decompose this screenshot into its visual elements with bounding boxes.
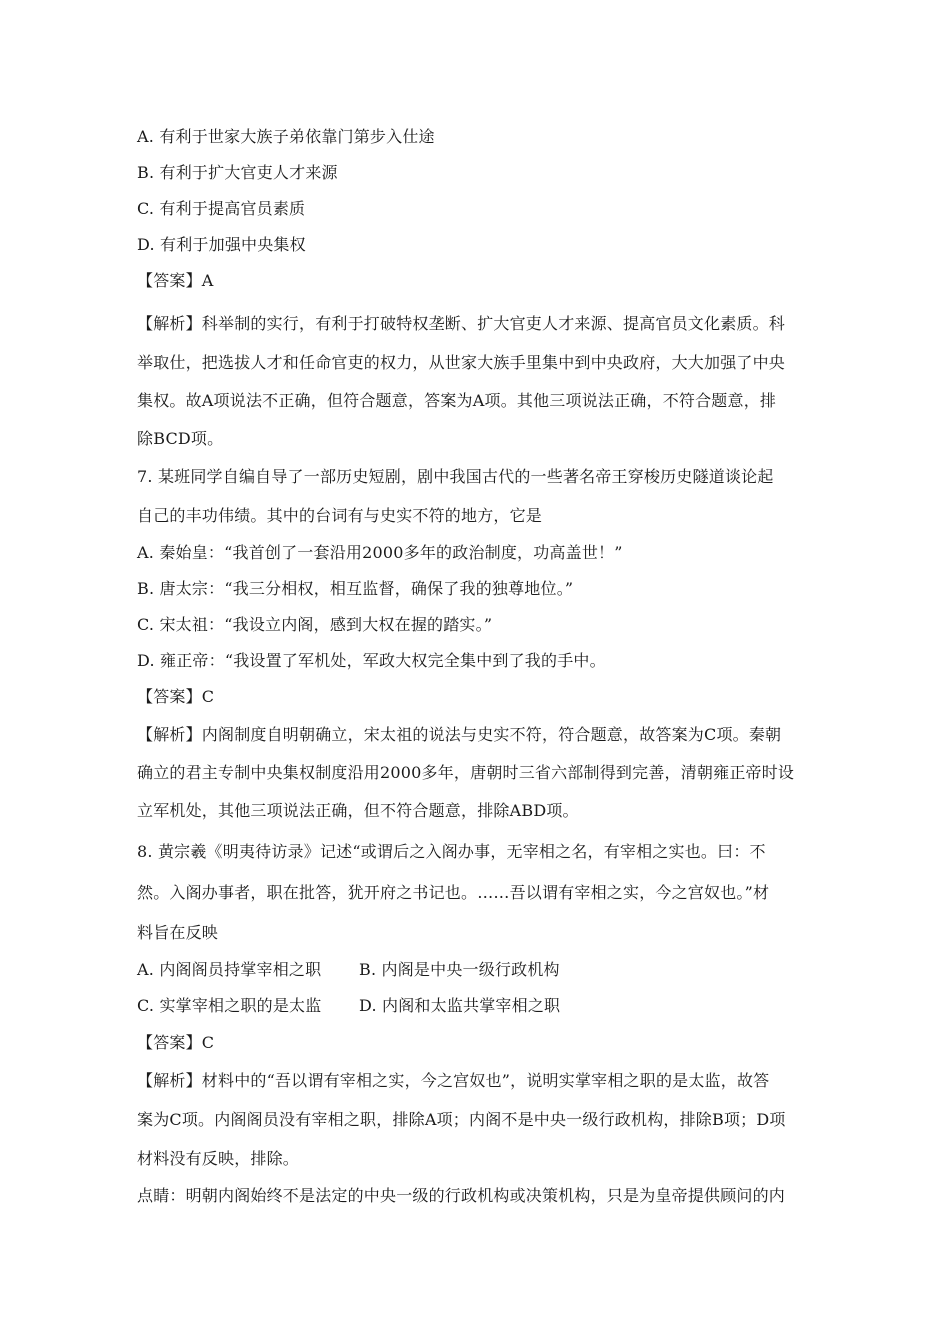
analysis-line: 除BCD项。: [137, 429, 224, 448]
analysis-line: 举取仕，把选拔人才和任命官吏的权力，从世家大族手里集中到中央政府，大大加强了中央: [137, 353, 786, 372]
option-d-line: D. 有利于加强中央集权: [137, 235, 306, 254]
answer-line: 【答案】A: [137, 271, 214, 290]
analysis-line: 【解析】内阁制度自明朝确立，宋太祖的说法与史实不符，符合题意，故答案为C项。秦朝: [137, 725, 782, 744]
analysis-line: 立军机处，其他三项说法正确，但不符合题意，排除ABD项。: [137, 801, 579, 820]
options-row: [137, 996, 560, 1016]
option-c-line: C. 宋太祖：“我设立内阁，感到大权在握的踏实。”: [137, 615, 493, 634]
analysis-line: 确立的君主专制中央集权制度沿用2000多年，唐朝时三省六部制得到完善，清朝雍正帝时设: [137, 763, 795, 782]
option-b-line: B. 有利于扩大官吏人才来源: [137, 163, 338, 182]
analysis-line: 案为C项。内阁阁员没有宰相之职，排除A项；内阁不是中央一级行政机构，排除B项；D项: [137, 1110, 786, 1129]
question-7-line: 7. 某班同学自编自导了一部历史短剧，剧中我国古代的一些著名帝王穿梭历史隧道谈论起: [137, 467, 774, 486]
comment-line: 点睛：明朝内阁始终不是法定的中央一级的行政机构或决策机构，只是为皇帝提供顾问的内: [137, 1186, 786, 1205]
option-d: D. 内阁和太监共掌宰相之职: [359, 996, 561, 1015]
question-8-line: 8. 黄宗羲《明夷待访录》记述“或谓后之入阁办事，无宰相之名，有宰相之实也。曰：不: [137, 842, 766, 861]
option-b-line: B. 唐太宗：“我三分相权，相互监督，确保了我的独尊地位。”: [137, 579, 574, 598]
option-a: A. 内阁阁员持掌宰相之职: [137, 960, 322, 979]
answer-line: 【答案】C: [137, 1033, 215, 1052]
analysis-line: 集权。故A项说法不正确，但符合题意，答案为A项。其他三项说法正确，不符合题意，排: [137, 391, 777, 410]
option-c-line: C. 有利于提高官员素质: [137, 199, 306, 218]
option-d-line: D. 雍正帝：“我设置了军机处，军政大权完全集中到了我的手中。: [137, 651, 606, 670]
option-b: B. 内阁是中央一级行政机构: [359, 960, 560, 979]
answer-line: 【答案】C: [137, 687, 215, 706]
question-8-line: 然。入阁办事者，职在批答，犹开府之书记也。……吾以谓有宰相之实，今之宫奴也。”材: [137, 883, 770, 902]
option-c: C. 实掌宰相之职的是太监: [137, 996, 322, 1015]
options-row: [137, 960, 560, 980]
option-a-line: A. 秦始皇：“我首创了一套沿用2000多年的政治制度，功高盖世！”: [137, 543, 623, 562]
analysis-line: 材料没有反映，排除。: [137, 1149, 300, 1168]
analysis-line: 【解析】科举制的实行，有利于打破特权垄断、扩大官吏人才来源、提高官员文化素质。科: [137, 314, 786, 333]
question-8-line: 料旨在反映: [137, 923, 219, 942]
option-a-line: A. 有利于世家大族子弟依靠门第步入仕途: [137, 127, 435, 146]
question-7-line: 自己的丰功伟绩。其中的台词有与史实不符的地方，它是: [137, 506, 543, 525]
analysis-line: 【解析】材料中的“吾以谓有宰相之实，今之宫奴也”，说明实掌宰相之职的是太监，故答: [137, 1071, 770, 1090]
